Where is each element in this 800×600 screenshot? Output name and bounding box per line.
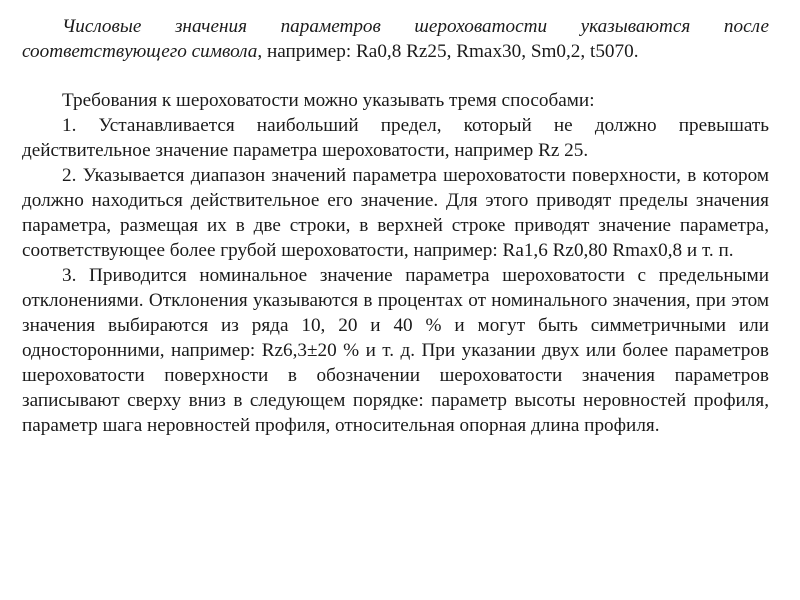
method-item-2: 2. Указывается диапазон значений параметра шероховатости поверхности, в котором должно находиться действительное его значение. Для этого приводят пределы значения параметра, размещая их в две строки, в верхней строке приводят значение параметра, соответствующее более грубой шероховатости, например: Ra1,6 Rz0,80 Rmax0,8 и т. п. xyxy=(22,165,769,261)
method-item-3: 3. Приводится номинальное значение параметра шероховатости с предельными отклонениями. Отклонения указываются в процентах от номинального значения, при этом значения выбираются из ряда 10, 20 и 40 % и могут быть симметричными или односторонними, например: Rz6,3±20 % и т. д. При указании двух или более параметров шероховатости поверхности в обозначении шероховатости значения параметров записывают сверху вниз в следующем порядке: параметр высоты неровностей профиля, параметр шага неровностей профиля, относительная опорная длина профиля. xyxy=(22,265,769,436)
intro-paragraph xyxy=(22,14,769,64)
intro-italic-text: Числовые значения параметров шероховатости указываются после соответствующего символа xyxy=(22,16,769,62)
methods-heading: Требования к шероховатости можно указывать тремя способами: xyxy=(62,90,595,111)
method-item-1: 1. Устанавливается наибольший предел, который не должно превышать действительное значение параметра шероховатости, например Rz 25. xyxy=(22,115,769,161)
intro-rest-text: , например: Ra0,8 Rz25, Rmax30, Sm0,2, t5070. xyxy=(257,41,639,62)
document-body xyxy=(22,14,769,438)
